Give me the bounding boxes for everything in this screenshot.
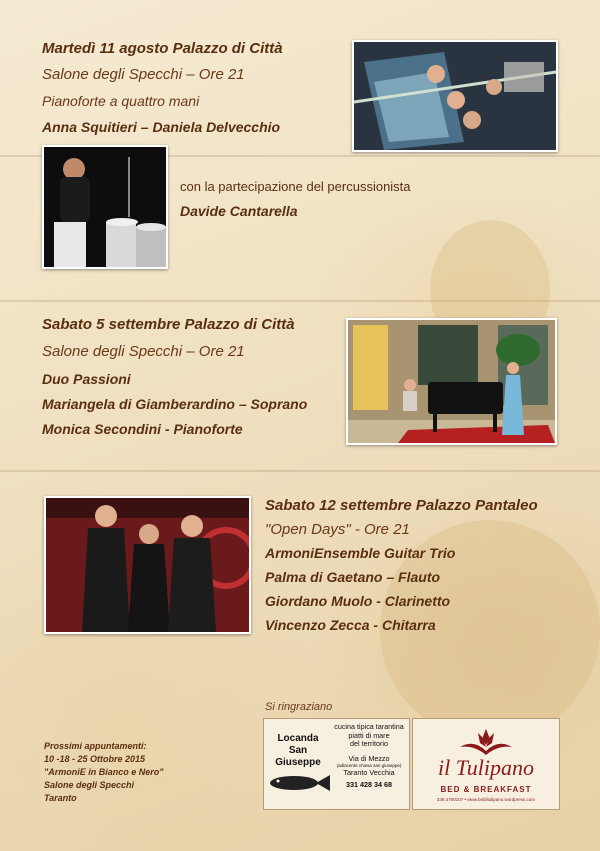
guest-intro: con la partecipazione del percussionista bbox=[180, 179, 411, 194]
event3-performer-3: Giordano Muolo - Clarinetto bbox=[265, 593, 451, 609]
event2-performer-1: Duo Passioni bbox=[42, 371, 131, 387]
sponsor1-info-4: Via di Mezzo bbox=[348, 753, 390, 763]
sponsor1-info-7: 331 428 34 68 bbox=[346, 779, 392, 789]
guest-name: Davide Cantarella bbox=[180, 203, 298, 219]
next-line-2: 10 -18 - 25 Ottobre 2015 bbox=[44, 754, 146, 764]
event1-place: Salone degli Specchi – Ore 21 bbox=[42, 66, 245, 83]
sponsor1-name-1: Locanda bbox=[277, 733, 319, 744]
percussionist-photo bbox=[42, 145, 168, 269]
sponsor-tulipano-logo bbox=[412, 718, 560, 810]
next-line-1: Prossimi appuntamenti: bbox=[44, 741, 147, 751]
sponsor1-info-3: del territorio bbox=[350, 739, 388, 749]
event1-program: Pianoforte a quattro mani bbox=[42, 93, 200, 109]
event3-title: Sabato 12 settembre Palazzo Pantaleo bbox=[265, 497, 538, 514]
fish-icon bbox=[268, 775, 330, 791]
event2-performer-3: Monica Secondini - Pianoforte bbox=[42, 421, 243, 437]
event1-performers: Anna Squitieri – Daniela Delvecchio bbox=[42, 119, 281, 135]
event3-place: "Open Days" - Ore 21 bbox=[265, 521, 410, 538]
sponsor2-contact: 339.4760107 • www.bebiltulipano.wordpress.com bbox=[436, 797, 536, 802]
event2-photo-duo bbox=[346, 318, 557, 445]
tulip-icon bbox=[456, 725, 516, 755]
sponsor2-name: il Tulipano bbox=[438, 755, 534, 780]
sponsor1-info-5: (adiacente chiesa san giuseppe) bbox=[336, 763, 402, 769]
sponsor-locanda-logo bbox=[263, 718, 410, 810]
next-line-3: "ArmoniE in Bianco e Nero" bbox=[44, 767, 164, 777]
sponsor1-info-6: Taranto Vecchia bbox=[343, 768, 395, 778]
event3-performer-4: Vincenzo Zecca - Chitarra bbox=[265, 617, 436, 633]
sponsor1-info-2: piatti di mare bbox=[348, 730, 390, 740]
sponsor2-tag: BED & BREAKFAST bbox=[440, 785, 532, 794]
event2-place: Salone degli Specchi – Ore 21 bbox=[42, 343, 245, 360]
event3-photo-trio bbox=[44, 496, 251, 634]
thanks-label: Si ringraziano bbox=[265, 701, 333, 713]
event3-performer-1: ArmoniEnsemble Guitar Trio bbox=[265, 545, 456, 561]
event2-title: Sabato 5 settembre Palazzo di Città bbox=[42, 316, 295, 333]
next-line-5: Taranto bbox=[44, 793, 77, 803]
event1-photo-pianists bbox=[352, 40, 558, 152]
sponsor1-info-1: cucina tipica tarantina bbox=[334, 722, 404, 731]
event3-performer-2: Palma di Gaetano – Flauto bbox=[265, 569, 441, 585]
sponsor1-name-3: Giuseppe bbox=[275, 757, 321, 768]
sponsor1-name-2: San bbox=[288, 745, 308, 756]
wood-plank-line bbox=[0, 470, 600, 472]
next-line-4: Salone degli Specchi bbox=[44, 780, 135, 790]
event2-performer-2: Mariangela di Giamberardino – Soprano bbox=[42, 396, 308, 412]
event1-title: Martedì 11 agosto Palazzo di Città bbox=[42, 40, 283, 57]
